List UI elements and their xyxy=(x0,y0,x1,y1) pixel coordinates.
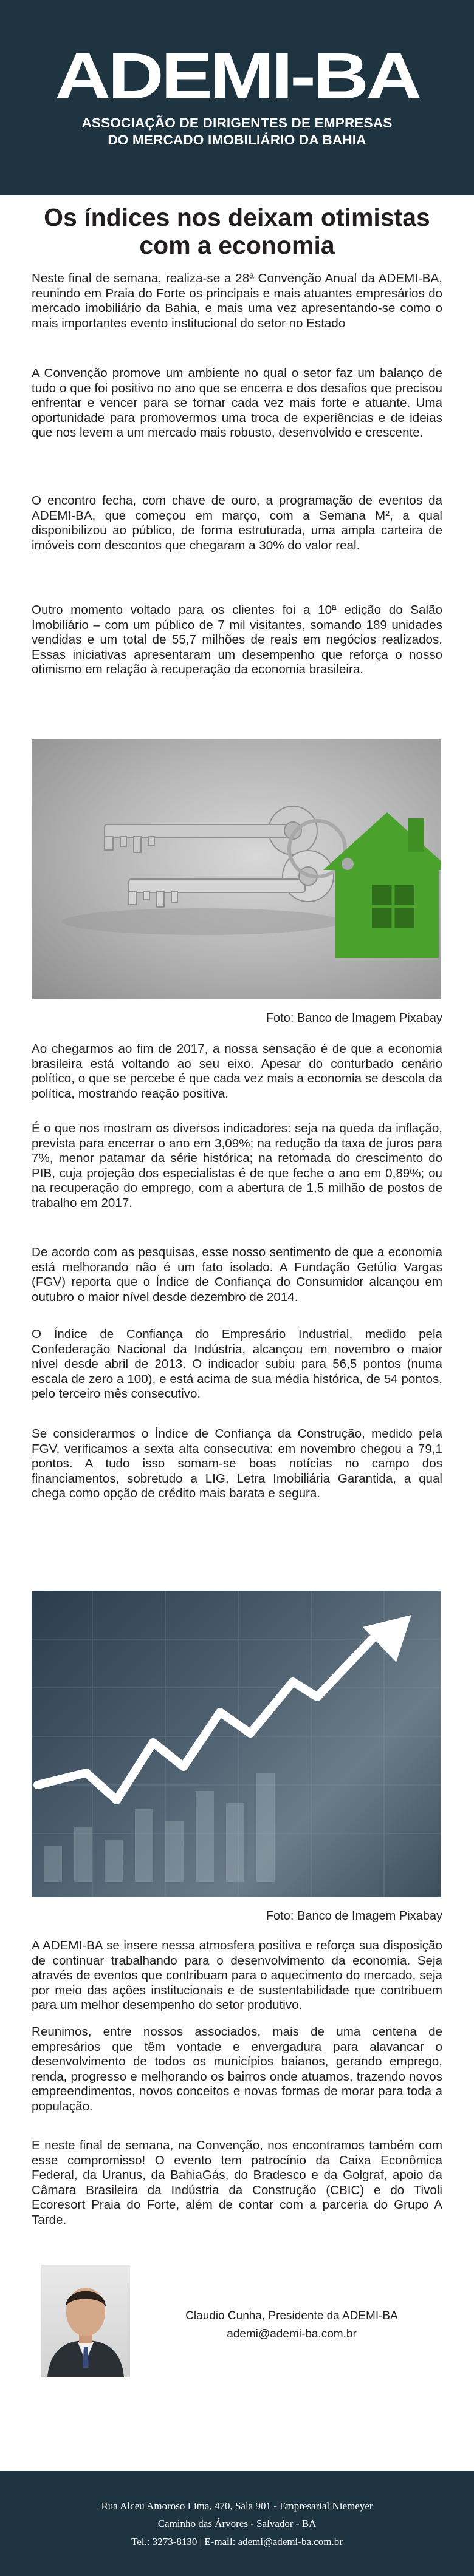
paragraph: Se considerarmos o Índice de Confiança da Construção, medido pela FGV, verificamos a sexta alta consecutiva: em novembro chegou a 79,1 pontos. A tudo isso somam-se boas notícias no campo dos financiamentos, sobretudo a LIG, Letra Imobiliária Garantida, a qual chega como opção de crédito mais barata e segura. xyxy=(32,1427,442,1501)
paragraph: E neste final de semana, na Convenção, nos encontramos também com esse compromisso! O evento tem patrocínio da Caixa Econômica Federal, da Uranus, da BahiaGás, do Bradesco e da Golgraf, apoio da Câmara Brasileira da Indústria da Construção (CBIC) e do Tivoli Ecoresort Praia do Forte, além de contar com a parceria do Grupo A Tarde. xyxy=(32,2138,442,2227)
author-portrait xyxy=(41,2265,130,2377)
footer xyxy=(0,2471,474,2576)
association-name-line1: ASSOCIAÇÃO DE DIRIGENTES DE EMPRESAS xyxy=(81,115,393,131)
paragraph: A ADEMI-BA se insere nessa atmosfera positiva e reforça sua disposição de continuar trabalhando para o desenvolvimento da economia. Seja através de eventos que contribuam para o aquecimento do mercado, seja por meio das ações institucionais e de sustentabilidade que contribuem para um melhor desempenho do setor produtivo. xyxy=(32,1939,442,2013)
footer-address-line2: Caminho das Árvores - Salvador - BA xyxy=(157,2518,317,2529)
rising-arrow-photo xyxy=(32,1591,441,1897)
keys-house-photo xyxy=(32,739,441,999)
paragraph: É o que nos mostram os diversos indicadores: seja na queda da inflação, prevista para encerrar o ano em 3,09%; na redução da taxa de juros para 7%, menor patamar da série histórica; na retomada do crescimento do PIB, cuja projeção dos especialistas é de que feche o ano em 0,89%; ou na recuperação do emprego, com a abertura de 1,5 milhão de postos de trabalho em 2017. xyxy=(32,1121,442,1210)
paragraph: A Convenção promove um ambiente no qual o setor faz um balanço de tudo o que foi positivo no ano que se encerra e dos desafios que precisou enfrentar e vencer para se tornar cada vez mais forte e atuante. Uma oportunidade para promovermos uma troca de experiências e de ideias que nos levem a um mercado mais robusto, desenvolvido e crescente. xyxy=(32,366,442,440)
paragraph: De acordo com as pesquisas, esse nosso sentimento de que a economia está melhorando não é um fato isolado. A Fundação Getúlio Vargas (FGV) reporta que o Índice de Confiança do Consumidor alcançou em outubro o maior nível desde dezembro de 2014. xyxy=(32,1245,442,1304)
article-title-line1: Os índices nos deixam otimistas xyxy=(44,203,430,231)
photo-credit: Foto: Banco de Imagem Pixabay xyxy=(266,1011,442,1025)
paragraph: Neste final de semana, realiza-se a 28ª Convenção Anual da ADEMI-BA, reunindo em Praia do Forte os principais e mais atuantes empresários do mercado imobiliário da Bahia, e mais uma vez apresentando-se como o mais importantes evento institucional do setor no Estado xyxy=(32,271,442,330)
photo-credit: Foto: Banco de Imagem Pixabay xyxy=(266,1909,442,1923)
article-title-line2: com a economia xyxy=(139,231,335,259)
association-name-line2: DO MERCADO IMOBILIÁRIO DA BAHIA xyxy=(108,132,366,148)
paragraph: Outro momento voltado para os clientes foi a 10ª edição do Salão Imobiliário – com um público de 7 mil visitantes, somando 189 unidades vendidas e um total de 55,7 milhões de reais em negócios realizados. Essas iniciativas apresentaram um desempenho que reforça o nosso otimismo em relação à recuperação da economia brasileira. xyxy=(32,603,442,677)
paragraph: Reunimos, entre nossos associados, mais de uma centena de empresários que têm vontade e envergadura para alavancar o desenvolvimento de todos os municípios baianos, gerando emprego, renda, progresso e melhorando os bairros onde atuamos, trazendo novos empreendimentos, novos conceitos e novas formas de morar para toda a população. xyxy=(32,2025,442,2113)
header-banner xyxy=(0,0,474,195)
author-photo xyxy=(41,2265,130,2377)
keys-illustration xyxy=(32,739,441,999)
author-name: Claudio Cunha, Presidente da ADEMI-BA xyxy=(185,2309,398,2322)
footer-address-line1: Rua Alceu Amoroso Lima, 470, Sala 901 - Empresarial Niemeyer xyxy=(101,2500,373,2512)
article-title xyxy=(36,203,438,259)
paragraph: Ao chegarmos ao fim de 2017, a nossa sensação é de que a economia brasileira está voltando ao seu eixo. Apesar do conturbado cenário político, o que se percebe é que cada vez mais a economia se descola da política, mostrando reação positiva. xyxy=(32,1042,442,1101)
logo xyxy=(0,39,474,112)
rising-arrow-illustration xyxy=(32,1591,441,1897)
paragraph: O encontro fecha, com chave de ouro, a programação de eventos da ADEMI-BA, que começou em março, com a Semana M², a qual disponibilizou ao público, de forma estruturada, uma ampla carteira de imóveis com descontos que chegaram a 30% do valor real. xyxy=(32,494,442,552)
paragraph: O Índice de Confiança do Empresário Industrial, medido pela Confederação Nacional da Indústria, alcançou em novembro o maior nível desde abril de 2013. O indicador subiu para 56,5 pontos (numa escala de zero a 100), e está acima de sua média histórica, de 54 pontos, pelo terceiro mês consecutivo. xyxy=(32,1327,442,1401)
logo-text: ADEMI-BA xyxy=(55,39,419,112)
footer-contact: Tel.: 3273-8130 | E-mail: ademi@ademi-ba.com.br xyxy=(131,2536,343,2547)
author-email[interactable]: ademi@ademi-ba.com.br xyxy=(227,2328,357,2340)
